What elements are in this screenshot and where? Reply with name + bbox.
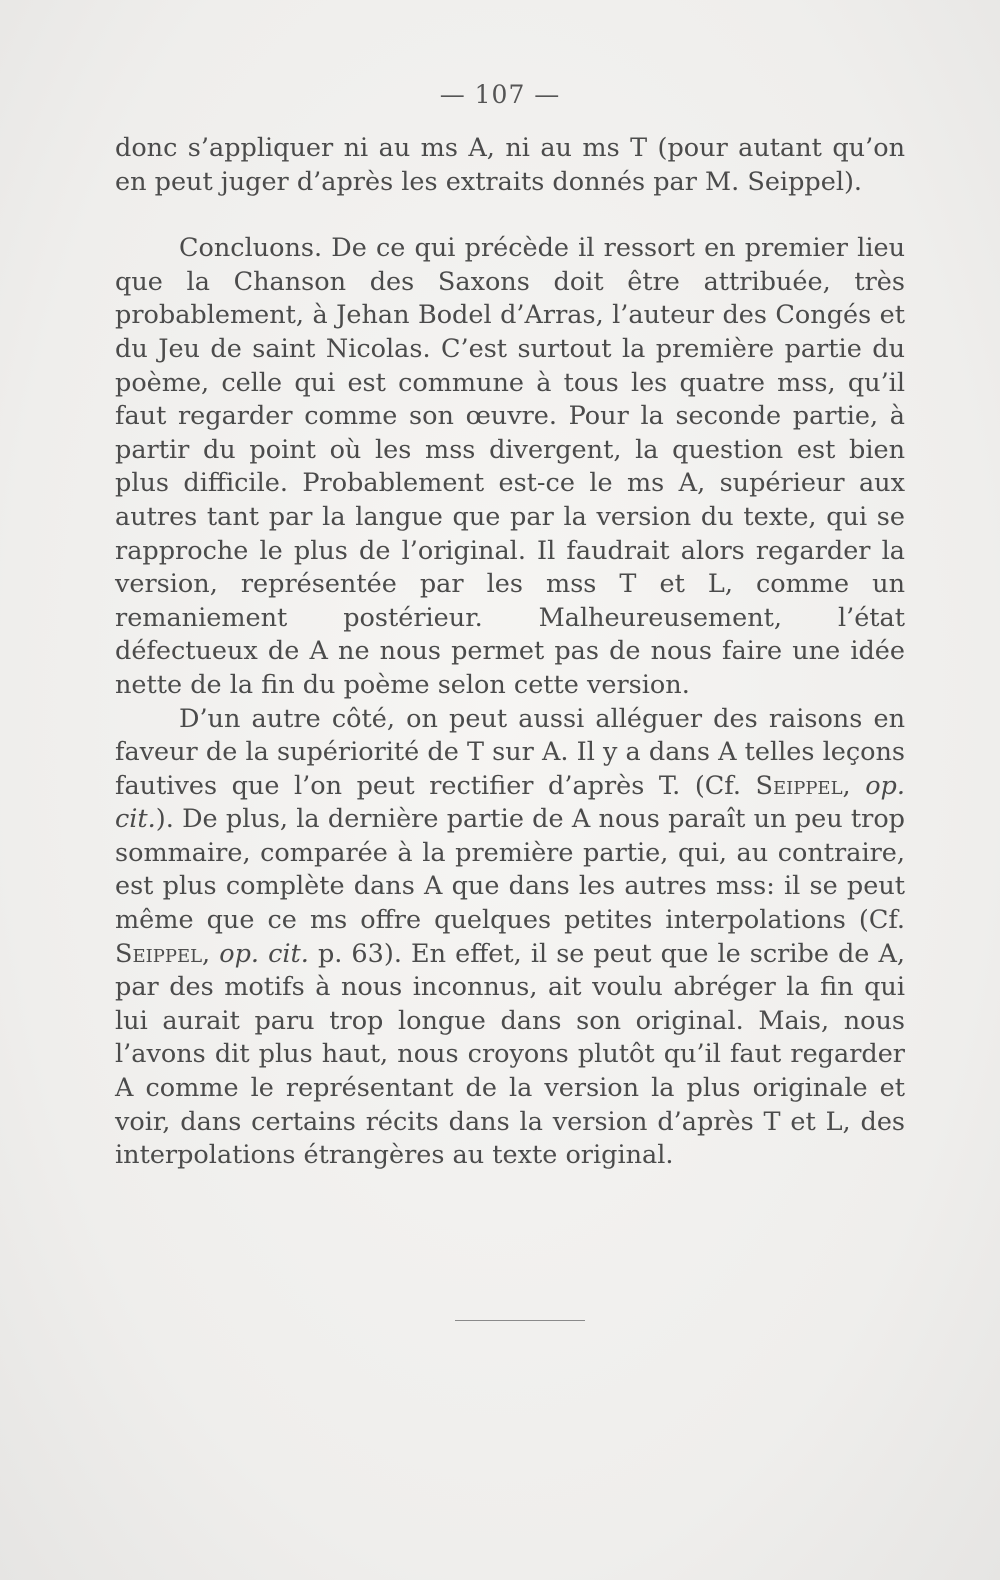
work-reference: op. cit. (219, 938, 309, 969)
paragraph-counterargument: D’un autre côté, on peut aussi alléguer des raisons en faveur de la supériorité de T sur A. Il y a dans A telles leçons fautives que l’on peut rectifier d’après T. (Cf. Seippel, op. cit.). De plus, la dernière partie de A nous paraît un peu trop sommaire, comparée à la première partie, qui, au contraire, est plus complète dans A que dans les autres mss: il se peut même que ce ms offre quelques petites interpolations (Cf. Seippel, op. cit. p. 63). En effet, il se peut que le scribe de A, par des motifs à nous inconnus, ait voulu abréger la fin qui lui aurait paru trop longue dans son original. Mais, nous l’avons dit plus haut, nous croyons plutôt qu’il faut regarder A comme le représentant de la version la plus originale et voir, dans certains récits dans la version d’après T et L, des interpolations étrangères au texte original. (115, 703, 905, 1171)
text-segment: D’un autre côté, on peut aussi alléguer des raisons en faveur de la supériorité de T sur A. Il y a dans A telles leçons fautives que l’on peut rectifier d’après T. (Cf. (115, 703, 905, 801)
page-number: — 107 — (439, 80, 561, 109)
text-segment: ). De plus, la dernière partie de A nous paraît un peu trop sommaire, comparée à la première partie, qui, au contraire, est plus complète dans A que dans les autres mss: il se peut même que ce ms offre quelques petites interpolations (Cf. (115, 804, 905, 936)
work-reference: op. cit. (115, 770, 905, 835)
end-rule (455, 1320, 585, 1321)
author-reference: Seippel (755, 770, 843, 801)
text-segment: p. 63). En effet, il se peut que le scribe de A, par des motifs à nous inconnus, ait voulu abréger la fin qui lui aurait paru trop longue dans son original. Mais, nous l’avons dit plus haut, nous croyons plutôt qu’il faut regarder A comme le représentant de la version la plus originale et voir, dans certains récits dans la version d’après T et L, des interpolations étrangères au texte original. (115, 938, 905, 1171)
author-reference: Seippel (115, 938, 203, 969)
paragraph-continuation: donc s’appliquer ni au ms A, ni au ms T (pour autant qu’on en peut juger d’après les extraits donnés par M. Seippel). (115, 133, 905, 197)
body-text (115, 132, 905, 1173)
paragraph-conclusions: Concluons. De ce qui précède il ressort en premier lieu que la Chanson des Saxons doit être attribuée, très probablement, à Jehan Bodel d’Arras, l’auteur des Congés et du Jeu de saint Nicolas. C’est surtout la première partie du poème, celle qui est commune à tous les quatre mss, qu’il faut regarder comme son œuvre. Pour la seconde partie, à partir du point où les mss divergent, la question est bien plus difficile. Probablement est-ce le ms A, supérieur aux autres tant par la langue que par la version du texte, qui se rapproche le plus de l’original. Il faudrait alors regarder la version, représentée par les mss T et L, comme un remaniement postérieur. Malheureusement, l’état défectueux de A ne nous permet pas de nous faire une idée nette de la fin du poème selon cette version. (115, 233, 905, 700)
